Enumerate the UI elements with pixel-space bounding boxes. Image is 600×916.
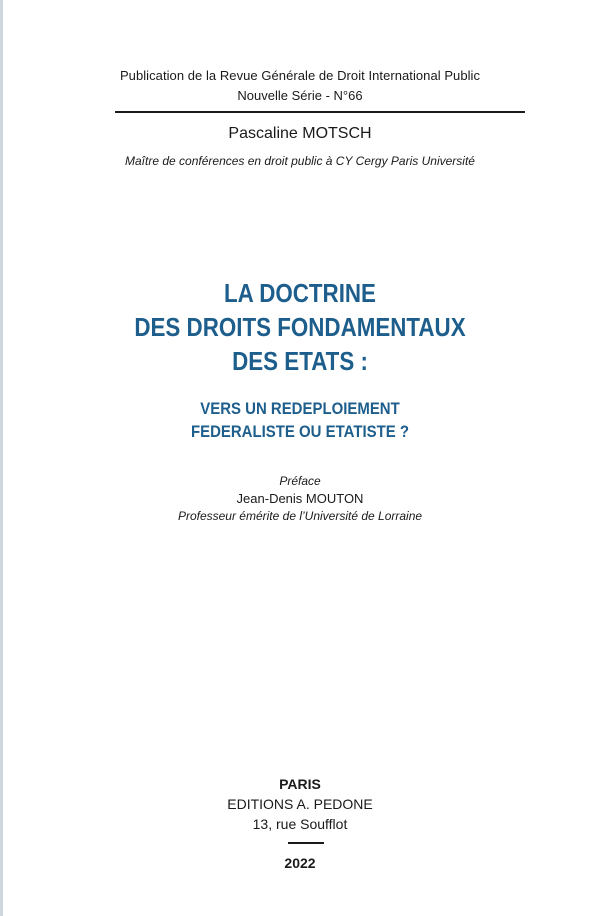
book-subtitle-line: FEDERALISTE OU ETATISTE ? [190,422,410,441]
publication-year: 2022 [284,855,316,871]
author-name: Pascaline MOTSCH [228,125,372,142]
preface-author-role: Professeur émérite de l’Université de Lorraine [177,509,423,523]
preface-author: Jean-Denis MOUTON [236,491,364,506]
author-affiliation: Maître de conférences en droit public à CY Cergy Paris Université [125,154,475,168]
preface-label: Préface [279,474,321,488]
header-divider [115,111,525,113]
series-title: Publication de la Revue Générale de Droit International Public [119,68,481,83]
publisher-city: PARIS [279,776,321,792]
publisher-address: 13, rue Soufflot [252,816,348,832]
book-title [42,276,558,378]
series-number: Nouvelle Série - N°66 [237,88,363,103]
book-subtitle-line: VERS UN REDEPLOIEMENT [200,399,400,418]
imprint-divider [288,842,324,844]
book-title-line: DES ETATS : [232,346,368,376]
book-subtitle [36,397,564,443]
publisher-name: EDITIONS A. PEDONE [227,796,373,812]
book-title-line: DES DROITS FONDAMENTAUX [134,312,466,342]
book-title-line: LA DOCTRINE [224,278,376,308]
